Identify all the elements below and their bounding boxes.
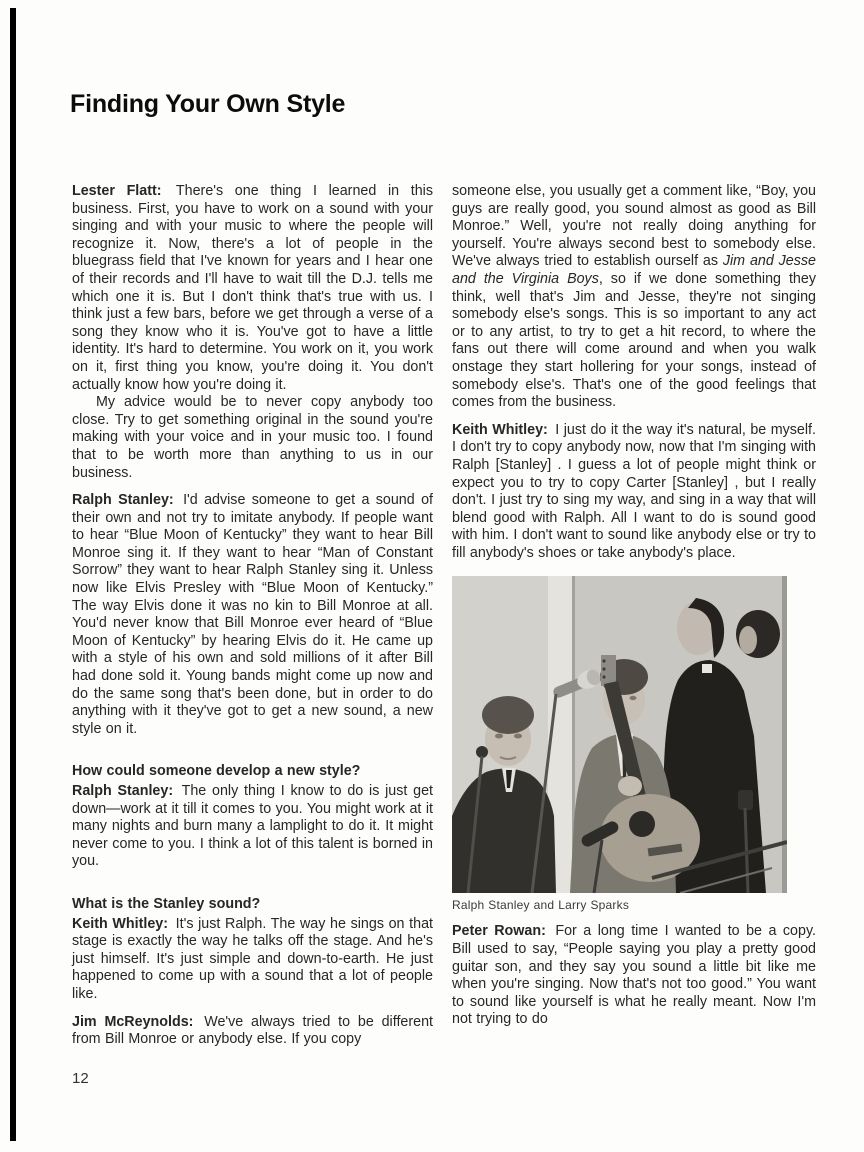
- paragraph-text: We've always tried to be different from Bill Monroe or anybody else. If you copy: [72, 1013, 434, 1048]
- paragraph-text: I just do it the way it's natural, be myself. I don't try to copy anybody now, now that I'm singing with Ralph [Stanley] . I guess a lot of people might think or expect you to try to copy Carter [Stanley] , but I really don't. I just try to sing my way, and sing in a way that will blend good with Ralph. All I want to do is sound good with him. I don't want to sound like anybody else or try to fill anybody's shoes or take anybody's place.: [452, 421, 816, 561]
- paragraph-keith-whitley: [72, 916, 433, 1004]
- stage-photo: [452, 576, 787, 893]
- page-title: Finding Your Own Style: [70, 90, 346, 118]
- speaker-name: Ralph Stanley:: [72, 783, 174, 799]
- question-heading-new-style: How could someone develop a new style?: [72, 763, 361, 780]
- speaker-name: Ralph Stanley:: [72, 492, 174, 509]
- paragraph-text: For a long time I wanted to be a copy. Bill used to say, “People saying you play a pretty good guitar son, and they say you sound a little bit like me when you're singing. Now that's not too good.” You want to sound like yourself is what he really meant. Now I'm not trying to do: [452, 923, 817, 1028]
- paragraph-lester-flatt-advice: [72, 394, 433, 482]
- speaker-name: Peter Rowan:: [452, 923, 546, 940]
- photo-musician-rear: [736, 610, 780, 658]
- speaker-name: Jim McReynolds:: [72, 1013, 194, 1030]
- paragraph-text: someone else, you usually get a comment like, “Boy, you guys are really good, you sound almost as good as Bill Monroe.” Well, you're not really doing anything for yourself. You're always second best to somebody else. We've always tried to establish ourself as: [452, 183, 816, 270]
- paragraph-text: The only thing I know to do is just get down—work at it till it comes to you. You might work at it many nights and burn many a lamplight to do it. It might never come to you. I think a lot of this talent is borned in you.: [72, 783, 433, 870]
- paragraph-ralph-stanley: [72, 492, 433, 738]
- speaker-name: Lester Flatt:: [72, 183, 162, 199]
- question-heading-stanley-sound: What is the Stanley sound?: [72, 895, 261, 912]
- paragraph-ralph-stanley-answer: [72, 783, 433, 871]
- paragraph-jim-mcreynolds: [72, 1014, 433, 1049]
- left-edge-scan-bar: [10, 8, 16, 1141]
- photo-block: [452, 576, 787, 913]
- speaker-name: Keith Whitley:: [452, 421, 548, 438]
- paragraph-keith-whitley-2: [452, 422, 816, 563]
- page-number: 12: [72, 1070, 89, 1087]
- right-column: [452, 183, 816, 1029]
- band-name-italic: Jim and Jesse and the Virginia Boys: [452, 253, 816, 287]
- paragraph-text: It's just Ralph. The way he sings on that stage is exactly the way he talks off the stage. And he's just himself. It's just simple and down-to-earth. He just happened to come up with a sound that a lot of people like.: [72, 915, 433, 1002]
- paragraph-lester-flatt: [72, 183, 433, 394]
- paragraph-text: There's one thing I learned in this business. First, you have to work on a sound with your singing and with your music to where the people will recognize it. Now, there's a lot of people in the bluegrass field that I've known for years and I hear one of their records and I'll have to wait till the D.J. tells me which one it is. But I don't think that's true with us. I think just a few bars, before we get through a verse of a song they know who it is. You've got to have a little identity. It's hard to determine. You work on it, you work on it, first thing you know, you're doing it. You don't actually know how you're doing it.: [72, 183, 433, 393]
- speaker-name: Keith Whitley:: [72, 915, 168, 932]
- paragraph-jim-mcreynolds-continued: [452, 183, 816, 412]
- left-column: [72, 183, 433, 1049]
- paragraph-text: I'd advise someone to get a sound of their own and not try to imitate anybody. If people want to hear “Blue Moon of Kentucky” they want to hear Bill Monroe sing it. If they want to hear “Man of Constant Sorrow” they want to hear Ralph Stanley sing it. Unless now like Elvis Presley with “Blue Moon of Kentucky.” The way Elvis done it was no kin to Bill Monroe at all. You'd never know that Bill Monroe ever heard of “Blue Moon of Kentucky” by hearing Elvis do it. He came up with a style of his own and sold millions of it after Bill had done sold it. Young bands might come up now and do the same song that's been done, but in order to do anything with it they've got to get a new sound, a new style on it.: [72, 492, 433, 737]
- paragraph-text: My advice would be to never copy anybody too close. Try to get something original in the sound you're making with your voice and in your music too. I found that to be worth more than anything to us in our business.: [72, 394, 433, 481]
- paragraph-text: , so if we done something they think, well that's Jim and Jesse, they're not singing somebody else's songs. This is so important to any act or to any artist, to try to get a hit record, to where the fans out there will come around and when you walk onstage they start hollering for your songs, instead of somebody else's. That's one of the good feelings that comes from the business.: [452, 270, 816, 411]
- photo-caption: Ralph Stanley and Larry Sparks: [452, 898, 630, 913]
- paragraph-peter-rowan: [452, 923, 816, 1029]
